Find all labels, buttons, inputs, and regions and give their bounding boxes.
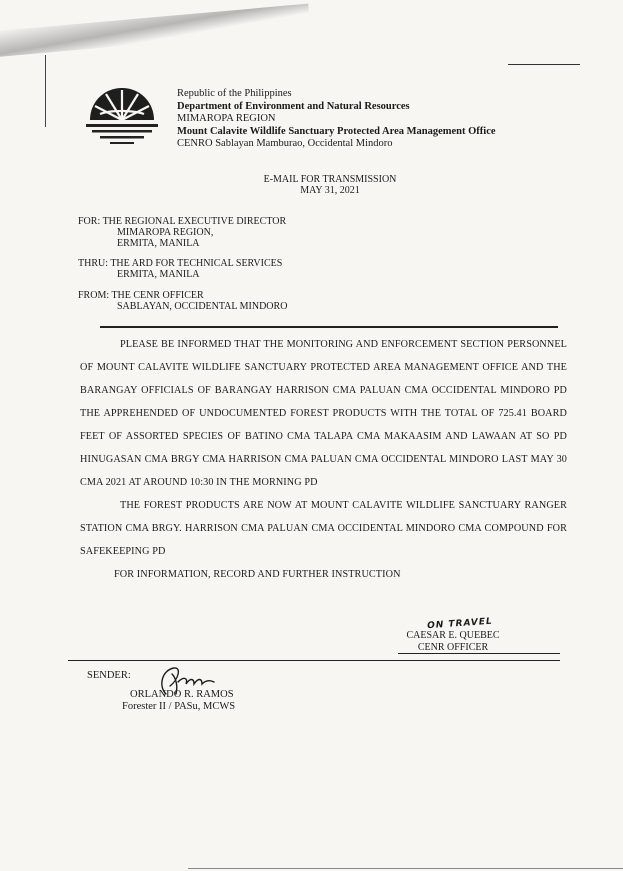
signature-rule bbox=[398, 653, 560, 654]
from-line2: SABLAYAN, OCCIDENTAL MINDORO bbox=[117, 301, 288, 312]
sender-name: ORLANDO R. RAMOS bbox=[130, 689, 234, 700]
top-right-rule bbox=[508, 64, 580, 65]
sender-block bbox=[122, 689, 236, 713]
from-label: FROM: bbox=[78, 290, 110, 301]
thru-line2: ERMITA, MANILA bbox=[117, 269, 200, 280]
sender-position: Forester II / PASu, MCWS bbox=[122, 701, 236, 712]
sender-label: SENDER: bbox=[87, 670, 131, 681]
signatory-name: CAESAR E. QUEBEC bbox=[406, 630, 500, 641]
left-margin-rule bbox=[45, 55, 46, 127]
body-paragraph-1: PLEASE BE INFORMED THAT THE MONITORING AND ENFORCEMENT SECTION PERSONNEL OF MOUNT CALAVITE WILDLIFE SANCTUARY PROTECTED AREA MANAGEMENT OFFICE AND THE BARANGAY OFFICIALS OF BARANGAY HARRISON CMA PALUAN CMA OCCIDENTAL MINDORO PD THE APPREHENDED OF UNDOCUMENTED FOREST PRODUCTS WITH THE TOTAL OF 725.41 BOARD FEET OF ASSORTED SPECIES OF BATINO CMA TALAPA CMA MAKAASIM AND LAWAAN AT SO PD HINUGASAN CMA BRGY CMA HARRISON CMA PALUAN CMA OCCIDENTAL MINDORO LAST MAY 30 CMA 2021 AT AROUND 10:30 IN THE MORNING PD bbox=[80, 339, 567, 488]
bottom-edge-rule bbox=[188, 868, 623, 869]
letterhead-republic: Republic of the Philippines bbox=[177, 88, 292, 99]
letterhead-region: MIMAROPA REGION bbox=[177, 113, 276, 125]
body-paragraph-2: THE FOREST PRODUCTS ARE NOW AT MOUNT CALAVITE WILDLIFE SANCTUARY RANGER STATION CMA BRGY. HARRISON CMA PALUAN CMA OCCIDENTAL MINDORO CMA COMPOUND FOR SAFEKEEPING PD bbox=[80, 500, 567, 557]
thru-line1: THE ARD FOR TECHNICAL SERVICES bbox=[110, 258, 283, 269]
on-travel-note: ON TRAVEL bbox=[426, 616, 494, 632]
letterhead bbox=[177, 88, 496, 151]
thru-label: THRU: bbox=[78, 258, 108, 269]
for-line2: MIMAROPA REGION, bbox=[117, 227, 214, 238]
transmission-date: MAY 31, 2021 bbox=[300, 185, 360, 196]
from-line1: THE CENR OFFICER bbox=[111, 290, 204, 301]
scan-smudge bbox=[0, 4, 311, 59]
for-line1: THE REGIONAL EXECUTIVE DIRECTOR bbox=[102, 216, 287, 227]
letterhead-department: Department of Environment and Natural Resources bbox=[177, 100, 410, 112]
footer-divider bbox=[68, 660, 560, 661]
transmission-title: E-MAIL FOR TRANSMISSION bbox=[263, 174, 397, 185]
for-block bbox=[78, 216, 286, 249]
signatory-block bbox=[398, 618, 508, 654]
denr-logo-icon bbox=[82, 80, 162, 152]
from-block bbox=[78, 290, 287, 312]
for-line3: ERMITA, MANILA bbox=[117, 238, 200, 249]
letterhead-cenro: CENRO Sablayan Mamburao, Occidental Mindoro bbox=[177, 138, 393, 150]
for-label: FOR: bbox=[78, 216, 101, 227]
signatory-title: CENR OFFICER bbox=[417, 642, 489, 653]
letter-body bbox=[80, 333, 567, 586]
header-divider bbox=[100, 326, 558, 328]
transmission-header bbox=[200, 174, 460, 196]
letterhead-office: Mount Calavite Wildlife Sanctuary Protected Area Management Office bbox=[177, 125, 496, 137]
body-paragraph-3: FOR INFORMATION, RECORD AND FURTHER INSTRUCTION bbox=[114, 569, 401, 580]
thru-block bbox=[78, 258, 282, 280]
